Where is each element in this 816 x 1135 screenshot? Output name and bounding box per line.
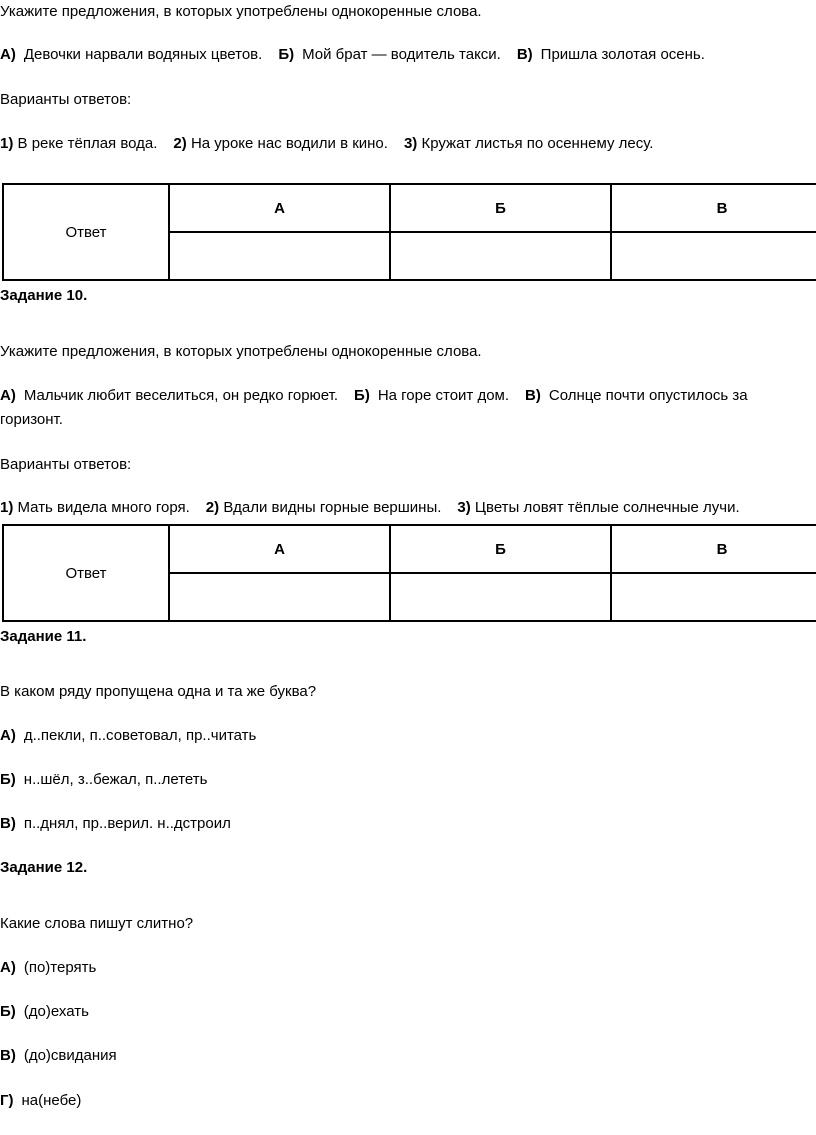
answer-row-label: Ответ [3, 525, 169, 621]
task9-options [0, 134, 653, 154]
column-header-v: В [611, 525, 816, 573]
task10-option-2-mark: 2) [205, 499, 220, 516]
task9-option-1: В реке тёплая вода. [17, 135, 158, 152]
task9-option-3-mark: 3) [403, 135, 418, 152]
task10-options-label: Варианты ответов: [0, 456, 132, 473]
task12-item-b-mark: Б) [0, 1003, 16, 1020]
task12-item-g-text: на(небе) [21, 1092, 82, 1109]
task9-sentence-c-mark: В) [516, 46, 533, 63]
task9-answer-table [2, 183, 816, 281]
task10-sentences [0, 386, 748, 406]
task10-sentence-c: Солнце почти опустилось за [548, 387, 748, 404]
task12-item-a-text: (по)терять [23, 959, 97, 976]
answer-cell-b[interactable] [390, 573, 611, 621]
task10-option-3-mark: 3) [457, 499, 471, 516]
column-header-a: А [169, 525, 390, 573]
task11-item-b-text: н..шёл, з..бежал, п..лететь [23, 771, 208, 788]
answer-cell-a[interactable] [169, 573, 390, 621]
task10-title: Задание 10. [0, 287, 88, 304]
task10-options [0, 498, 740, 518]
task9-sentence-a-mark: А) [0, 46, 16, 63]
task9-option-2-mark: 2) [173, 135, 187, 152]
task12-item-a-mark: А) [0, 959, 16, 976]
task11-item-v-mark: В) [0, 815, 16, 832]
task10-sentence-b: На горе стоит дом. [377, 387, 510, 404]
task11-item-v-text: п..днял, пр..верил. н..дстроил [23, 815, 231, 832]
task12-item-b-text: (до)ехать [23, 1003, 89, 1020]
task11-item-a-text: д..пекли, п..советовал, пр..читать [23, 727, 257, 744]
task12-question: Какие слова пишут слитно? [0, 915, 194, 932]
column-header-b: Б [390, 525, 611, 573]
task9-sentence-a: Девочки нарвали водяных цветов. [23, 46, 263, 63]
answer-cell-b[interactable] [390, 232, 611, 280]
column-header-b: Б [390, 184, 611, 232]
task10-sentence-a: Мальчик любит веселиться, он редко горюет. [23, 387, 339, 404]
task11-title: Задание 11. [0, 628, 87, 645]
task10-option-1-mark: 1) [0, 499, 14, 516]
task12-item-v-mark: В) [0, 1047, 16, 1064]
task12-title: Задание 12. [0, 859, 88, 876]
task9-sentence-c: Пришла золотая осень. [540, 46, 705, 63]
task11-item-a [0, 726, 256, 746]
task12-item-v-text: (до)свидания [23, 1047, 117, 1064]
answer-row-label: Ответ [3, 184, 169, 280]
answer-cell-v[interactable] [611, 232, 816, 280]
task10-sentence-continuation: горизонт. [0, 411, 63, 428]
task9-sentence-b: Мой брат — водитель такси. [302, 46, 501, 63]
column-header-a: А [169, 184, 390, 232]
task10-sentence-c-mark: В) [525, 387, 541, 404]
task10-sentence-b-mark: Б) [354, 387, 370, 404]
answer-cell-v[interactable] [611, 573, 816, 621]
task9-option-1-mark: 1) [0, 135, 14, 152]
answer-cell-a[interactable] [169, 232, 390, 280]
task9-option-3: Кружат листья по осеннему лесу. [421, 135, 654, 152]
task10-answer-table [2, 524, 816, 622]
task10-instruction: Укажите предложения, в которых употреблены однокоренные слова. [0, 343, 482, 360]
task11-question: В каком ряду пропущена одна и та же буква? [0, 683, 317, 700]
column-header-v: В [611, 184, 816, 232]
task10-sentence-a-mark: А) [0, 387, 16, 404]
task12-item-v [0, 1046, 117, 1066]
task10-option-2: Вдали видны горные вершины. [223, 499, 442, 516]
task9-instruction: Укажите предложения, в которых употреблены однокоренные слова. [0, 3, 482, 20]
task10-option-1: Мать видела много горя. [17, 499, 190, 516]
task12-item-g [0, 1091, 81, 1111]
task11-item-v [0, 814, 231, 834]
task9-sentence-b-mark: Б) [278, 46, 295, 63]
task12-item-b [0, 1002, 89, 1022]
task12-item-a [0, 958, 96, 978]
task11-item-b [0, 770, 207, 790]
task11-item-a-mark: А) [0, 727, 16, 744]
task10-option-3: Цветы ловят тёплые солнечные лучи. [474, 499, 740, 516]
task12-item-g-mark: Г) [0, 1092, 14, 1109]
task9-options-label: Варианты ответов: [0, 91, 132, 108]
task11-item-b-mark: Б) [0, 771, 16, 788]
task9-option-2: На уроке нас водили в кино. [190, 135, 388, 152]
task9-sentences [0, 45, 705, 65]
